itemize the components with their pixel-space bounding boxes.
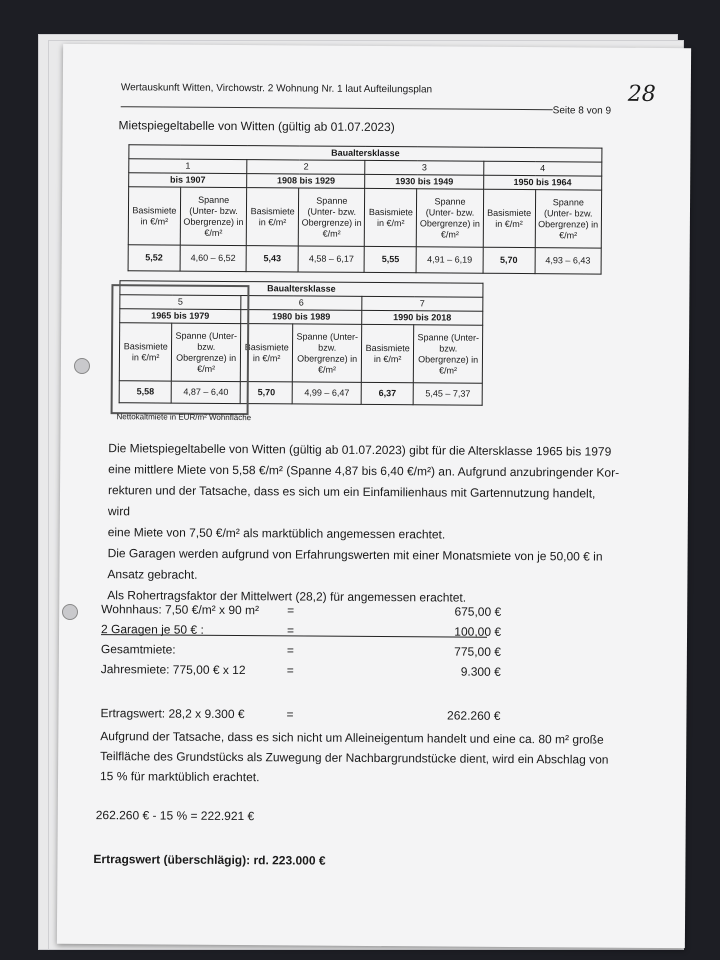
class-range: 1908 bis 1929 (247, 174, 365, 189)
col-spanne-header: Spanne (Unter- bzw. Obergrenze) in €/m² (293, 324, 362, 382)
calc-row-wohnhaus (101, 602, 501, 621)
col-spanne-header: Spanne (Unter- bzw. Obergrenze) in €/m² (298, 188, 365, 246)
calc-value: 775,00 € (454, 644, 501, 659)
discount-paragraph (100, 726, 620, 790)
class-num: 1 (129, 159, 247, 174)
group-label: Baualtersklasse (129, 145, 602, 162)
col-basis-header: Basismiete in €/m² (483, 189, 535, 247)
class-range: 1930 bis 1949 (365, 174, 483, 189)
class-range: 1950 bis 1964 (483, 175, 601, 190)
spanne-value: 4,91 – 6,19 (416, 247, 483, 273)
spanne-value: 5,45 – 7,37 (414, 383, 483, 405)
col-basis-header: Basismiete in €/m² (365, 188, 417, 246)
class-range: 1965 bis 1979 (120, 309, 241, 324)
calc-equals: = (286, 663, 294, 678)
paragraph-line: Ansatz gebracht. (107, 567, 198, 582)
paragraph-line: eine mittlere Miete von 5,58 €/m² (Spanne 4,87 bis 6,40 €/m²) an. Aufgrund anzubringender Kor- (108, 462, 620, 480)
col-spanne-header: Spanne (Unter- bzw. Obergrenze) in €/m² (172, 323, 241, 381)
calc-label: Gesamtmiete: (100, 642, 176, 657)
col-basis-header: Basismiete in €/m² (361, 324, 414, 382)
paragraph-line: Teilfläche des Grundstücks als Zuwegung der Nachbargrundstücke dient, wird ein Abschlag von (100, 749, 609, 767)
paragraph-line: rekturen und der Tatsache, dass es sich um ein Einfamilienhaus mit Gartennutzung handelt, wird (107, 483, 596, 519)
document-page (57, 44, 691, 948)
table-title: Mietspiegeltabelle von Witten (gültig ab 01.07.2023) (118, 118, 395, 135)
col-spanne-header: Spanne (Unter- bzw. Obergrenze) in €/m² (180, 187, 247, 245)
class-num: 6 (241, 296, 362, 311)
class-range: bis 1907 (129, 173, 247, 188)
paragraph-line: 15 % für marktüblich erachtet. (99, 769, 260, 785)
paragraph-line: eine Miete von 7,50 €/m² als marktüblich angemessen erachtet. (107, 525, 446, 542)
col-spanne-header: Spanne (Unter- bzw. Obergrenze) in €/m² (535, 190, 602, 248)
calc-row-gesamtmiete (101, 642, 501, 661)
calc-label: Wohnhaus: 7,50 €/m² x 90 m² (101, 602, 260, 618)
spanne-value: 4,58 – 6,17 (298, 246, 365, 272)
basis-value: 5,70 (483, 247, 535, 273)
basis-value: 5,52 (128, 245, 180, 271)
class-num: 5 (120, 295, 241, 310)
basis-value: 5,58 (119, 381, 172, 403)
calc-value: 9.300 € (460, 664, 501, 679)
col-spanne-header: Spanne (Unter- bzw. Obergrenze) in €/m² (417, 189, 484, 247)
calc-label: Ertragswert: 28,2 x 9.300 € (100, 706, 245, 722)
calc-label: 2 Garagen je 50 € : (101, 622, 204, 637)
col-basis-header: Basismiete in €/m² (240, 324, 293, 382)
paragraph-line: Als Rohertragsfaktor der Mittelwert (28,2) für angemessen erachtet. (107, 588, 467, 605)
col-basis-header: Basismiete in €/m² (128, 187, 180, 245)
class-num: 7 (362, 296, 483, 311)
calc-value: 262.260 € (447, 708, 501, 723)
calc-row-garagen (101, 622, 501, 641)
col-basis-header: Basismiete in €/m² (119, 323, 172, 381)
basis-value: 6,37 (361, 382, 414, 404)
handwritten-page-number: 28 (627, 81, 656, 107)
final-calculation: 262.260 € - 15 % = 222.921 € (95, 808, 255, 824)
group-label: Baualtersklasse (120, 281, 483, 298)
spanne-value: 4,99 – 6,47 (293, 382, 362, 404)
explanation-paragraph (107, 438, 620, 610)
basis-value: 5,55 (365, 246, 417, 272)
calc-value: 675,00 € (454, 604, 502, 619)
class-num: 4 (483, 161, 601, 176)
calc-equals: = (287, 623, 295, 638)
rent-table-part-1 (128, 144, 603, 274)
calc-equals: = (286, 707, 294, 722)
class-num: 2 (247, 160, 365, 175)
highlight-box-class-5 (111, 284, 250, 415)
col-basis-header: Basismiete in €/m² (246, 188, 298, 246)
spanne-value: 4,87 – 6,40 (172, 381, 241, 403)
calc-label: Jahresmiete: 775,00 € x 12 (100, 662, 246, 678)
calc-row-ertragswert (100, 706, 500, 725)
class-range: 1980 bis 1989 (241, 310, 362, 325)
basis-value: 5,70 (240, 382, 293, 404)
class-num: 3 (365, 160, 483, 175)
col-spanne-header: Spanne (Unter- bzw. Obergrenze) in €/m² (414, 325, 483, 383)
calc-equals: = (287, 603, 295, 618)
header-rule (121, 106, 553, 110)
spanne-value: 4,93 – 6,43 (535, 248, 602, 274)
calc-row-jahresmiete (101, 662, 501, 681)
result-ertragswert: Ertragswert (überschlägig): rd. 223.000 € (93, 852, 326, 868)
table-footnote: Nettokaltmiete in EUR/m² Wohnfläche (116, 412, 252, 423)
paragraph-line: Die Garagen werden aufgrund von Erfahrungswerten mit einer Monatsmiete von je 50,00 € in (107, 546, 603, 564)
spanne-value: 4,60 – 6,52 (180, 245, 247, 271)
calc-equals: = (286, 643, 294, 658)
page-number: Seite 8 von 9 (552, 105, 612, 117)
calc-value: 100,00 € (454, 624, 502, 639)
punch-hole-top (74, 358, 90, 374)
header-title: Wertauskunft Witten, Virchowstr. 2 Wohnung Nr. 1 laut Aufteilungsplan (120, 82, 433, 96)
paragraph-line: Die Mietspiegeltabelle von Witten (gültig ab 01.07.2023) gibt für die Altersklasse 1965 bis 1979 (108, 441, 612, 459)
punch-hole-bottom (62, 604, 78, 620)
class-range: 1990 bis 2018 (362, 310, 483, 325)
basis-value: 5,43 (246, 246, 298, 272)
paragraph-line: Aufgrund der Tatsache, dass es sich nicht um Alleineigentum handelt und eine ca. 80 m² große (100, 729, 604, 747)
